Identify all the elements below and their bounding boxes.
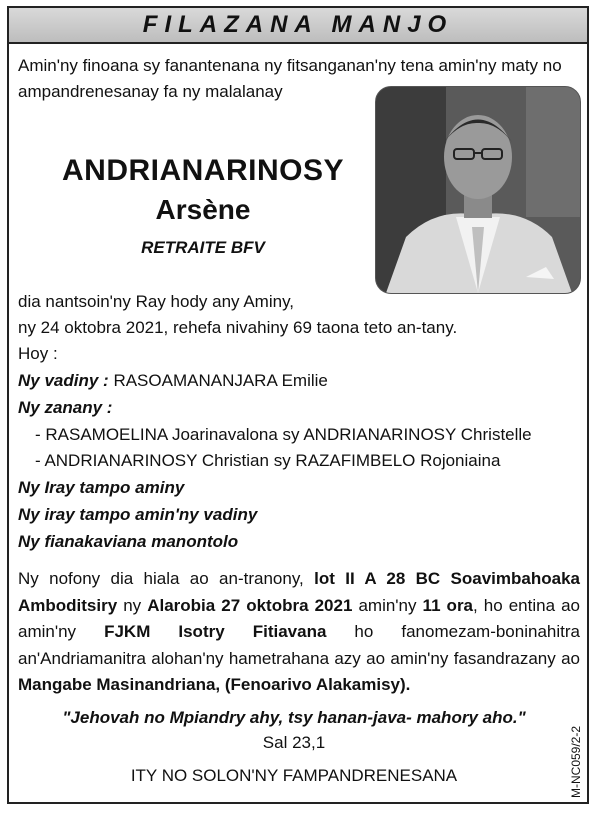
deceased-photo xyxy=(375,86,581,294)
funeral-text: Ny nofony dia hiala ao an-tranony, xyxy=(18,569,315,588)
deceased-surname: ANDRIANARINOSY xyxy=(61,154,344,187)
children-label: Ny zanany : xyxy=(18,398,113,417)
family-line: Ny Iray tampo aminy xyxy=(18,478,185,497)
funeral-address: lot II A 28 BC Soavimbahoaka Amboditsiry xyxy=(18,569,580,615)
notice-code: M-NC059/2-2 xyxy=(569,725,583,798)
burial-place: Mangabe Masinandriana, (Fenoarivo Alakamisy). xyxy=(18,675,411,694)
funeral-text: ny xyxy=(117,595,148,615)
funeral-date: Alarobia 27 oktobra 2021 xyxy=(147,595,353,615)
death-line-3: Hoy : xyxy=(18,344,58,363)
banner-title: FILAZANA MANJO xyxy=(142,11,454,38)
closing-line: ITY NO SOLON'NY FAMPANDRENESANA xyxy=(130,766,458,785)
funeral-text: ho fanomezam-boninahitra an'Andriamanitra alohan'ny hametrahana azy ao amin'ny fasandrazany ao xyxy=(18,622,580,668)
spouse-line xyxy=(18,368,328,394)
spouse-name: RASOAMANANJARA Emilie xyxy=(113,371,328,390)
portrait-image xyxy=(376,87,580,293)
child-line: - ANDRIANARINOSY Christian sy RAZAFIMBELO Rojoniaina xyxy=(35,451,501,470)
verse-reference: Sal 23,1 xyxy=(262,733,326,752)
death-line-2: ny 24 oktobra 2021, rehefa nivahiny 69 taona teto an-tany. xyxy=(18,318,458,337)
child-line: - RASAMOELINA Joarinavalona sy ANDRIANARINOSY Christelle xyxy=(35,425,532,444)
deceased-first-name: Arsène xyxy=(155,194,251,225)
bible-verse: "Jehovah no Mpiandry ahy, tsy hanan-java- mahory aho." xyxy=(62,708,526,727)
funeral-text: , ho entina ao amin'ny xyxy=(18,595,580,641)
notice-frame xyxy=(7,6,589,804)
banner xyxy=(9,8,587,44)
funeral-paragraph xyxy=(18,566,580,699)
intro-text: Amin'ny finoana sy fanantenana ny fitsanganan'ny tena amin'ny maty no ampandrenesanay fa ny malalanay xyxy=(18,56,562,101)
funeral-church: FJKM Isotry Fitiavana xyxy=(104,622,327,641)
family-line: Ny iray tampo amin'ny vadiny xyxy=(18,505,258,524)
deceased-title: RETRAITE BFV xyxy=(141,238,265,257)
funeral-text: amin'ny xyxy=(352,595,423,615)
funeral-time: 11 ora xyxy=(422,595,474,615)
death-line-1: dia nantsoin'ny Ray hody any Aminy, xyxy=(18,292,295,311)
spouse-label: Ny vadiny : xyxy=(18,371,109,390)
family-line: Ny fianakaviana manontolo xyxy=(18,532,239,551)
